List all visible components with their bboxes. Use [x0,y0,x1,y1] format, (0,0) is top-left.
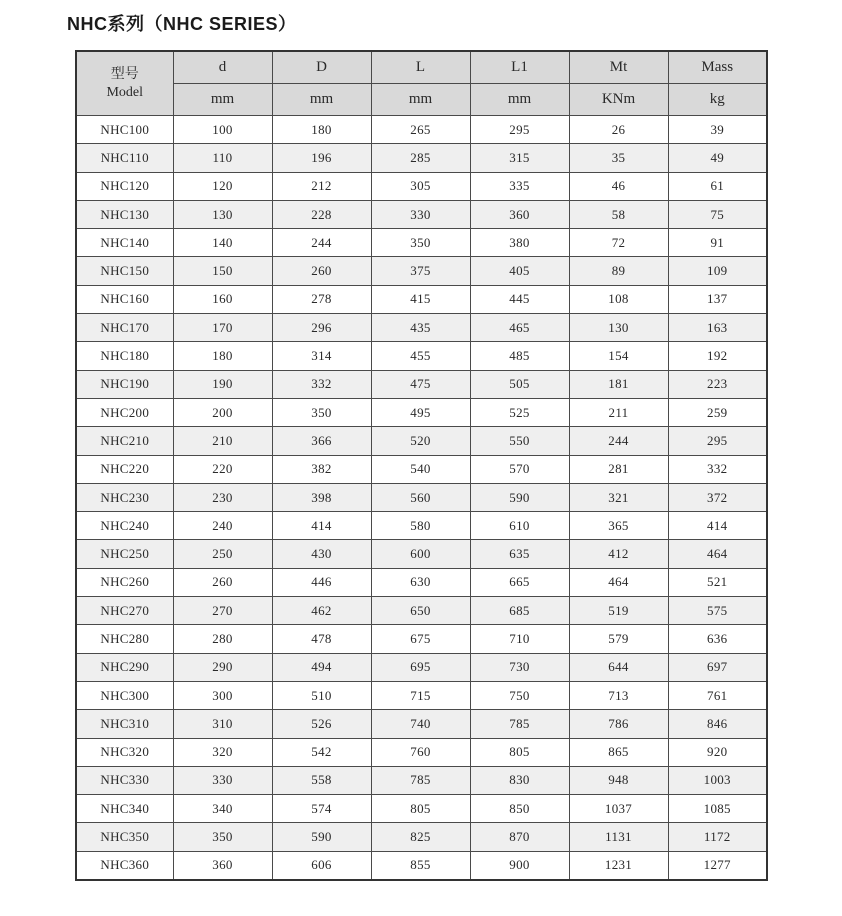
cell-value: 35 [569,144,668,172]
cell-value: 1172 [668,823,767,851]
cell-value: 445 [470,285,569,313]
cell-value: 414 [272,512,371,540]
cell-value: 1085 [668,795,767,823]
cell-value: 542 [272,738,371,766]
cell-value: 190 [173,370,272,398]
table-row [76,540,767,568]
table-row [76,738,767,766]
table-row [76,116,767,144]
table-header [76,51,767,116]
cell-value: 200 [173,398,272,426]
cell-value: 109 [668,257,767,285]
cell-model: NHC200 [76,398,173,426]
header-model [76,51,173,116]
cell-value: 825 [371,823,470,851]
table-row [76,172,767,200]
cell-value: 560 [371,483,470,511]
cell-value: 137 [668,285,767,313]
cell-value: 580 [371,512,470,540]
cell-value: 550 [470,427,569,455]
table-row [76,653,767,681]
cell-model: NHC300 [76,681,173,709]
cell-value: 865 [569,738,668,766]
cell-model: NHC260 [76,568,173,596]
cell-value: 900 [470,851,569,880]
cell-value: 805 [371,795,470,823]
header-col-d: d [173,51,272,84]
cell-value: 360 [173,851,272,880]
cell-value: 478 [272,625,371,653]
cell-value: 181 [569,370,668,398]
cell-value: 846 [668,710,767,738]
cell-value: 695 [371,653,470,681]
cell-value: 332 [668,455,767,483]
cell-value: 1003 [668,766,767,794]
cell-value: 163 [668,314,767,342]
cell-value: 495 [371,398,470,426]
cell-value: 1037 [569,795,668,823]
cell-value: 120 [173,172,272,200]
cell-value: 805 [470,738,569,766]
cell-value: 244 [272,229,371,257]
header-col-D: D [272,51,371,84]
header-col-Mt: Mt [569,51,668,84]
cell-value: 635 [470,540,569,568]
cell-value: 250 [173,540,272,568]
unit-Mt: KNm [569,84,668,116]
cell-value: 636 [668,625,767,653]
cell-value: 285 [371,144,470,172]
table-row [76,766,767,794]
header-col-Mass: Mass [668,51,767,84]
cell-value: 180 [272,116,371,144]
cell-value: 280 [173,625,272,653]
cell-value: 140 [173,229,272,257]
cell-value: 850 [470,795,569,823]
cell-value: 740 [371,710,470,738]
unit-L1: mm [470,84,569,116]
cell-value: 332 [272,370,371,398]
cell-value: 180 [173,342,272,370]
cell-value: 150 [173,257,272,285]
cell-value: 228 [272,200,371,228]
cell-model: NHC130 [76,200,173,228]
table-row [76,229,767,257]
cell-model: NHC270 [76,597,173,625]
cell-value: 525 [470,398,569,426]
cell-value: 300 [173,681,272,709]
cell-value: 259 [668,398,767,426]
cell-value: 380 [470,229,569,257]
cell-value: 89 [569,257,668,285]
cell-model: NHC110 [76,144,173,172]
cell-value: 360 [470,200,569,228]
cell-model: NHC320 [76,738,173,766]
cell-value: 330 [371,200,470,228]
cell-value: 435 [371,314,470,342]
table-row [76,568,767,596]
table-row [76,851,767,880]
cell-value: 220 [173,455,272,483]
cell-value: 475 [371,370,470,398]
cell-model: NHC340 [76,795,173,823]
cell-value: 519 [569,597,668,625]
table-row [76,144,767,172]
unit-L: mm [371,84,470,116]
cell-value: 600 [371,540,470,568]
cell-value: 414 [668,512,767,540]
nhc-series-table [75,50,768,881]
cell-value: 130 [173,200,272,228]
cell-value: 244 [569,427,668,455]
cell-value: 455 [371,342,470,370]
header-model-en: Model [106,84,144,100]
cell-value: 350 [371,229,470,257]
cell-value: 91 [668,229,767,257]
cell-value: 295 [668,427,767,455]
cell-model: NHC170 [76,314,173,342]
cell-value: 855 [371,851,470,880]
cell-value: 398 [272,483,371,511]
cell-value: 785 [371,766,470,794]
cell-value: 685 [470,597,569,625]
cell-value: 520 [371,427,470,455]
cell-value: 240 [173,512,272,540]
cell-value: 785 [470,710,569,738]
cell-value: 310 [173,710,272,738]
table-row [76,285,767,313]
cell-value: 665 [470,568,569,596]
cell-value: 196 [272,144,371,172]
cell-value: 260 [272,257,371,285]
cell-value: 920 [668,738,767,766]
cell-value: 650 [371,597,470,625]
cell-value: 335 [470,172,569,200]
cell-value: 630 [371,568,470,596]
cell-value: 786 [569,710,668,738]
cell-value: 350 [272,398,371,426]
cell-value: 644 [569,653,668,681]
table-body [76,116,767,881]
cell-value: 710 [470,625,569,653]
table-row [76,823,767,851]
cell-model: NHC240 [76,512,173,540]
cell-value: 230 [173,483,272,511]
cell-value: 485 [470,342,569,370]
cell-value: 948 [569,766,668,794]
cell-value: 315 [470,144,569,172]
header-col-L1: L1 [470,51,569,84]
cell-value: 223 [668,370,767,398]
cell-value: 1277 [668,851,767,880]
cell-model: NHC350 [76,823,173,851]
cell-value: 340 [173,795,272,823]
cell-value: 462 [272,597,371,625]
cell-value: 366 [272,427,371,455]
unit-D: mm [272,84,371,116]
cell-value: 590 [272,823,371,851]
cell-value: 265 [371,116,470,144]
cell-value: 465 [470,314,569,342]
cell-value: 415 [371,285,470,313]
cell-value: 574 [272,795,371,823]
cell-value: 464 [668,540,767,568]
table-row [76,257,767,285]
cell-value: 46 [569,172,668,200]
cell-value: 130 [569,314,668,342]
cell-value: 61 [668,172,767,200]
cell-value: 446 [272,568,371,596]
cell-model: NHC330 [76,766,173,794]
cell-value: 579 [569,625,668,653]
table-row [76,597,767,625]
table-row [76,200,767,228]
cell-value: 365 [569,512,668,540]
table-row [76,681,767,709]
table-row [76,625,767,653]
cell-value: 110 [173,144,272,172]
header-row-names [76,51,767,84]
cell-model: NHC150 [76,257,173,285]
cell-value: 108 [569,285,668,313]
table-row [76,342,767,370]
table-row [76,710,767,738]
cell-value: 314 [272,342,371,370]
cell-value: 72 [569,229,668,257]
table-row [76,795,767,823]
cell-model: NHC180 [76,342,173,370]
table-row [76,483,767,511]
cell-value: 100 [173,116,272,144]
cell-model: NHC280 [76,625,173,653]
cell-value: 330 [173,766,272,794]
cell-value: 540 [371,455,470,483]
cell-value: 211 [569,398,668,426]
cell-model: NHC160 [76,285,173,313]
cell-value: 296 [272,314,371,342]
cell-value: 154 [569,342,668,370]
unit-d: mm [173,84,272,116]
cell-value: 830 [470,766,569,794]
cell-value: 305 [371,172,470,200]
cell-value: 750 [470,681,569,709]
cell-value: 761 [668,681,767,709]
header-row-units [76,84,767,116]
cell-value: 350 [173,823,272,851]
cell-value: 321 [569,483,668,511]
cell-value: 1231 [569,851,668,880]
cell-model: NHC220 [76,455,173,483]
cell-value: 412 [569,540,668,568]
table-row [76,455,767,483]
cell-value: 510 [272,681,371,709]
cell-value: 295 [470,116,569,144]
table-row [76,314,767,342]
cell-value: 610 [470,512,569,540]
cell-value: 715 [371,681,470,709]
cell-value: 760 [371,738,470,766]
table-row [76,512,767,540]
cell-value: 590 [470,483,569,511]
unit-Mass: kg [668,84,767,116]
cell-value: 270 [173,597,272,625]
cell-value: 1131 [569,823,668,851]
cell-value: 606 [272,851,371,880]
header-model-zh: 型号 [110,67,139,82]
cell-value: 405 [470,257,569,285]
cell-value: 49 [668,144,767,172]
cell-value: 39 [668,116,767,144]
cell-value: 526 [272,710,371,738]
page-title: NHC系列（NHC SERIES） [67,14,297,34]
cell-model: NHC360 [76,851,173,880]
cell-model: NHC230 [76,483,173,511]
cell-model: NHC140 [76,229,173,257]
cell-value: 192 [668,342,767,370]
cell-value: 521 [668,568,767,596]
cell-value: 464 [569,568,668,596]
cell-value: 494 [272,653,371,681]
table-row [76,427,767,455]
cell-value: 260 [173,568,272,596]
header-col-L: L [371,51,470,84]
cell-model: NHC250 [76,540,173,568]
table-row [76,370,767,398]
cell-value: 290 [173,653,272,681]
cell-value: 281 [569,455,668,483]
cell-value: 713 [569,681,668,709]
cell-value: 697 [668,653,767,681]
cell-value: 170 [173,314,272,342]
cell-value: 26 [569,116,668,144]
cell-value: 675 [371,625,470,653]
cell-model: NHC310 [76,710,173,738]
cell-value: 382 [272,455,371,483]
cell-value: 375 [371,257,470,285]
cell-value: 570 [470,455,569,483]
cell-value: 278 [272,285,371,313]
cell-value: 210 [173,427,272,455]
cell-value: 558 [272,766,371,794]
cell-value: 320 [173,738,272,766]
cell-value: 372 [668,483,767,511]
cell-value: 870 [470,823,569,851]
cell-value: 75 [668,200,767,228]
cell-value: 160 [173,285,272,313]
cell-value: 430 [272,540,371,568]
cell-model: NHC210 [76,427,173,455]
table-row [76,398,767,426]
cell-value: 58 [569,200,668,228]
cell-value: 575 [668,597,767,625]
cell-value: 212 [272,172,371,200]
cell-value: 730 [470,653,569,681]
cell-model: NHC190 [76,370,173,398]
cell-value: 505 [470,370,569,398]
cell-model: NHC100 [76,116,173,144]
cell-model: NHC120 [76,172,173,200]
cell-model: NHC290 [76,653,173,681]
